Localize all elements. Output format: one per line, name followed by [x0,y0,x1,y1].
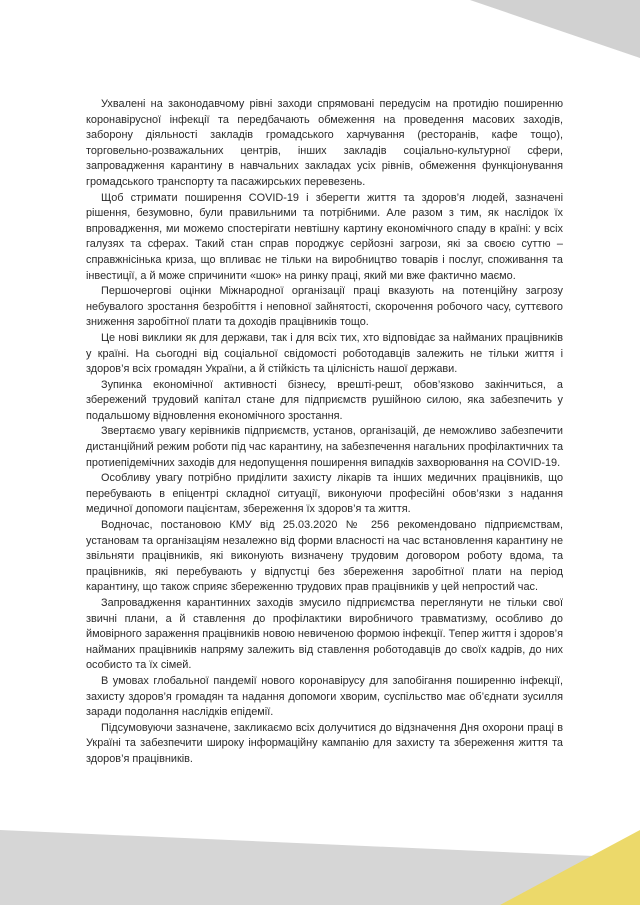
paragraph: Підсумовуючи зазначене, закликаємо всіх долучитися до відзначення Дня охорони праці в Україні та забезпечити широку інформаційну кампанію для захисту та збереження життя та здоров’я працівників. [86,721,563,765]
paragraph: Звертаємо увагу керівників підприємств, установ, організацій, де неможливо забезпечити дистанційний режим роботи під час карантину, на забезпечення нагальних профілактичних та протиепідемічних заходів для недопущення поширення випадків захворювання на COVID-19. [86,425,563,469]
paragraph: В умовах глобальної пандемії нового коронавірусу для запобігання поширенню інфекції, захисту здоров’я громадян та надання допомоги хворим, суспільство має об’єднати зусилля заради подолання наслідків епідемії. [86,674,563,719]
paragraph: Зупинка економічної активності бізнесу, врешті-решт, обов’язково закінчиться, а збережений трудовий капітал стане для підприємств рушійною силою, яка забезпечить у подальшому відновлення економічного зростання. [86,378,563,422]
document-body [86,97,563,768]
paragraph: Водночас, постановою КМУ від 25.03.2020 № 256 рекомендовано підприємствам, установам та організаціям незалежно від форми власності на час встановлення карантину не звільняти працівників, які виконують визначену трудовим договором роботу вдома, та працівників, які перебувають у відпустці без збереження заробітної плати на період карантину, що також сприяє збереженню трудових прав працівників у цей непростий час. [86,519,563,594]
paragraph: Запровадження карантинних заходів змусило підприємства переглянути не тільки свої звичні плани, а й ставлення до профілактики виробничого травматизму, особливо до ймовірного зараження працівників новою невиченою формою інфекції. Тепер життя і здоров’я найманих працівників напряму залежить від ставлення роботодавців до своїх кадрів, до них особисто та їх сімей. [86,597,563,672]
paragraph: Це нові виклики як для держави, так і для всіх тих, хто відповідає за найманих працівників у країні. На сьогодні від соціальної свідомості роботодавців залежить не тільки життя і здоров’я всіх громадян України, а й стійкість та цілісність нашої держави. [86,331,563,376]
top-right-corner-triangle [470,0,640,58]
paragraph: Особливу увагу потрібно приділити захисту лікарів та інших медичних працівників, що перебувають в епіцентрі складної ситуації, виконуючи професійні обов’язки з надання медичної допомоги пацієнтам, збереження їх здоров’я та життя. [86,472,563,516]
paragraph: Ухвалені на законодавчому рівні заходи спрямовані передусім на протидію поширенню коронавірусної інфекції та передбачають обмеження на проведення масових заходів, заборону діяльності закладів громадського харчування (ресторанів, кафе тощо), торговельно-розважальних центрів, інших закладів соціально-культурної сфери, запровадження карантину в навчальних закладах усіх рівнів, обмеження функціонування громадського транспорту та пасажирських перевезень. [86,98,563,188]
paragraph: Щоб стримати поширення COVID-19 і зберегти життя та здоров’я людей, зазначені рішення, безумовно, були правильними та потрібними. Але разом з тим, як наслідок їх впровадження, ми можемо спостерігати невтішну картину економічного спаду в країні: у всіх галузях та сферах. Такий стан справ породжує серйозні загрози, які за своєю суттю – справжнісінька криза, що впливає не тільки на виробництво товарів і послуг, споживання та інвестиції, а й може спричинити «шок» на ринку праці, який ми вже фактично маємо. [86,191,563,282]
paragraph: Першочергові оцінки Міжнародної організації праці вказують на потенційну загрозу небувалого зростання безробіття і неповної зайнятості, скорочення робочого часу, суттєвого зниження заробітної плати та доходів працівників тощо. [86,285,563,329]
